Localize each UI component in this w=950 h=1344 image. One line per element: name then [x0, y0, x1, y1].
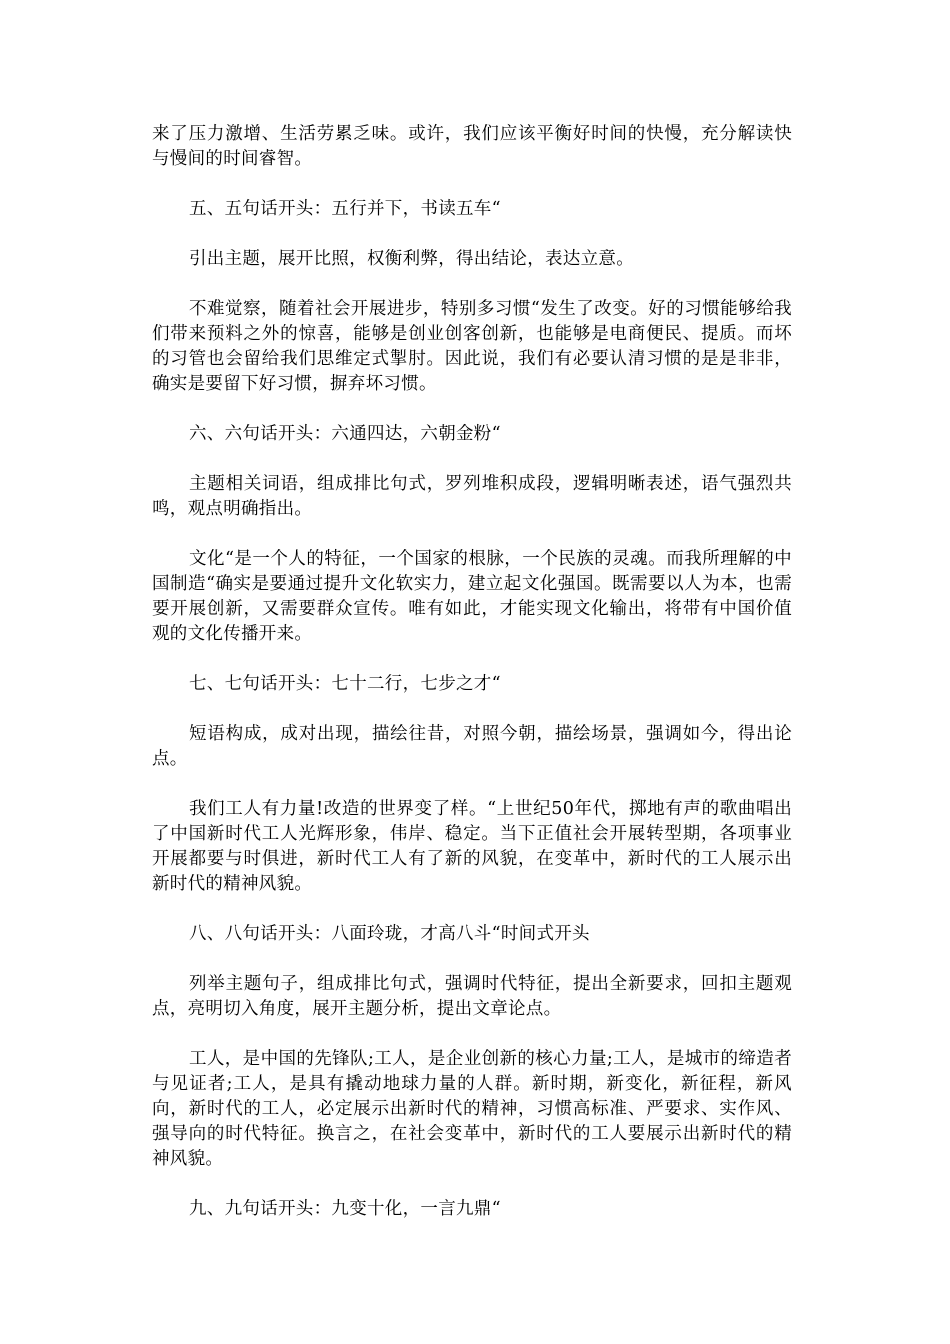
- paragraph-method-six: 主题相关词语，组成排比句式，罗列堆积成段，逻辑明晰表述，语气强烈共鸣，观点明确指出。: [152, 474, 792, 519]
- document-page: [152, 122, 792, 1247]
- section-heading-five: 五、五句话开头：五行并下，书读五车“: [189, 199, 501, 219]
- section-heading-six: 六、六句话开头：六通四达，六朝金粉“: [189, 424, 501, 444]
- section-heading-nine: 九、九句话开头：九变十化，一言九鼎“: [189, 1199, 501, 1219]
- paragraph-method-five: 引出主题，展开比照，权衡利弊，得出结论，表达立意。: [189, 249, 634, 269]
- paragraph-example-eight: 工人，是中国的先锋队;工人，是企业创新的核心力量;工人，是城市的缔造者与见证者;工人，是具有撬动地球力量的人群。新时期，新变化，新征程，新风向，新时代的工人，必定展示出新时代的精神，习惯高标准、严要求、实作风、强导向的时代特征。换言之，在社会变革中，新时代的工人要展示出新时代的精神风貌。: [152, 1049, 792, 1169]
- section-heading-seven: 七、七句话开头：七十二行，七步之才“: [189, 674, 501, 694]
- paragraph-example-seven: 我们工人有力量!改造的世界变了样。“上世纪50年代，掷地有声的歌曲唱出了中国新时代工人光辉形象，伟岸、稳定。当下正值社会开展转型期，各项事业开展都要与时俱进，新时代工人有了新的风貌，在变革中，新时代的工人展示出新时代的精神风貌。: [152, 799, 792, 894]
- paragraph-method-eight: 列举主题句子，组成排比句式，强调时代特征，提出全新要求，回扣主题观点，亮明切入角度，展开主题分析，提出文章论点。: [152, 974, 792, 1019]
- paragraph-example-five: 不难觉察，随着社会开展进步，特别多习惯“发生了改变。好的习惯能够给我们带来预料之外的惊喜，能够是创业创客创新，也能够是电商便民、提质。而坏的习管也会留给我们思维定式掣肘。因此说，我们有必要认清习惯的是是非非，确实是要留下好习惯，摒弃坏习惯。: [152, 299, 792, 394]
- paragraph-continuation: 来了压力激增、生活劳累乏味。或许，我们应该平衡好时间的快慢，充分解读快与慢间的时间睿智。: [152, 124, 792, 169]
- paragraph-example-six: 文化“是一个人的特征，一个国家的根脉，一个民族的灵魂。而我所理解的中国制造“确实是要通过提升文化软实力，建立起文化强国。既需要以人为本，也需要开展创新，又需要群众宣传。唯有如此，才能实现文化输出，将带有中国价值观的文化传播开来。: [152, 549, 792, 644]
- section-heading-eight: 八、八句话开头：八面玲珑，才高八斗“时间式开头: [189, 924, 590, 944]
- paragraph-method-seven: 短语构成，成对出现，描绘往昔，对照今朝，描绘场景，强调如今，得出论点。: [152, 724, 792, 769]
